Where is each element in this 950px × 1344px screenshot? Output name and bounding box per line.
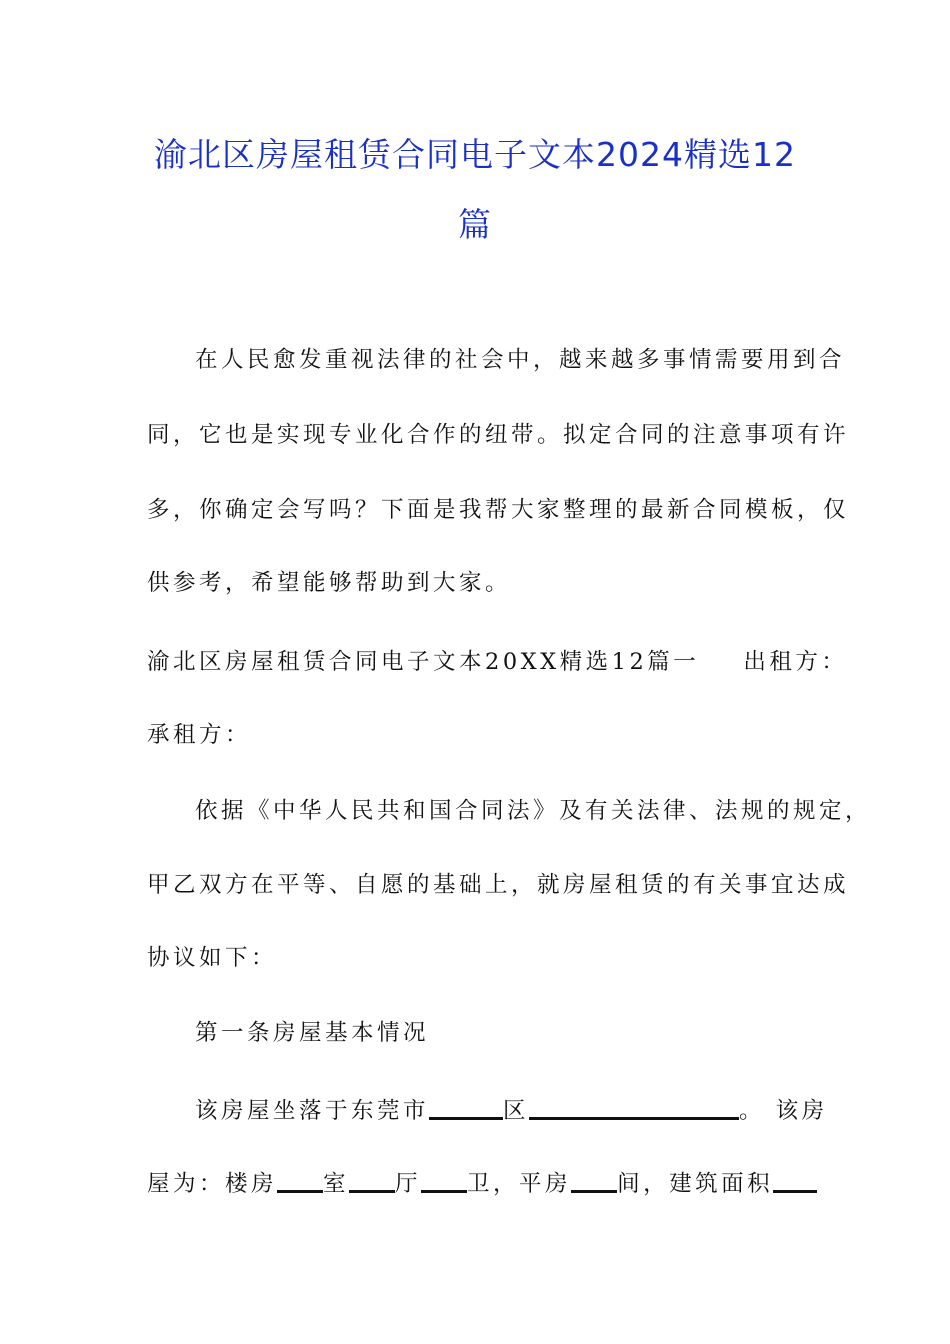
location-line [195,1095,828,1126]
contract-heading: 渝北区房屋租赁合同电子文本20XX精选12篇一 [147,649,700,675]
bath-label: 卫，平房 [467,1171,572,1197]
baths-blank[interactable] [421,1168,467,1193]
intro-line-3: 多，你确定会写吗？下面是我帮大家整理的最新合同模板，仅 [147,497,850,523]
jian-label: 间，建筑面积 [617,1171,774,1197]
intro-line-2: 同，它也是实现专业化合作的纽带。拟定合同的注意事项有许 [147,422,850,448]
document-title-line-1: 渝北区房屋租赁合同电子文本2024精选12 [154,135,796,174]
basis-line-3: 协议如下： [147,945,278,971]
rooms-blank[interactable] [277,1168,323,1193]
floor-area-blank[interactable] [773,1168,817,1193]
contract-heading-line [147,647,848,677]
lessee-label: 承租方： [147,722,252,748]
house-type-line [147,1168,827,1199]
intro-line-4: 供参考，希望能够帮助到大家。 [147,570,512,596]
location-end: 。 该房 [739,1098,828,1124]
address-blank[interactable] [529,1095,739,1120]
lessor-label: 出租方： [743,649,848,675]
bungalow-rooms-blank[interactable] [571,1168,617,1193]
basis-line-2: 甲乙双方在平等、自愿的基础上，就房屋租赁的有关事宜达成 [147,872,850,898]
city-area-blank[interactable] [429,1095,503,1120]
room-label: 室 [323,1171,350,1197]
district-label: 区 [503,1098,530,1124]
location-prefix: 该房屋坐落于东莞市 [195,1098,430,1124]
intro-line-1: 在人民愈发重视法律的社会中，越来越多事情需要用到合 [195,347,846,373]
article-1-title: 第一条房屋基本情况 [195,1020,430,1046]
hall-label: 厅 [395,1171,422,1197]
document-title-line-2: 篇 [458,205,492,244]
halls-blank[interactable] [349,1168,395,1193]
basis-line-1: 依据《中华人民共和国合同法》及有关法律、法规的规定， [195,798,872,824]
type-prefix: 屋为：楼房 [147,1171,278,1197]
